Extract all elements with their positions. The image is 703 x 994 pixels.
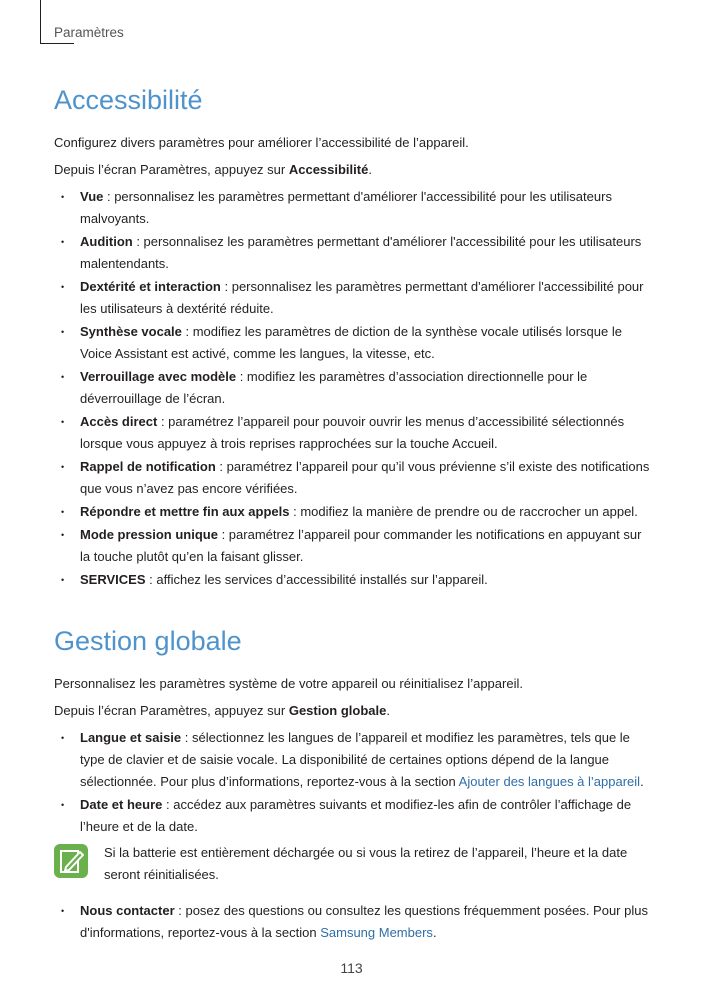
item-term: Mode pression unique [80,527,218,542]
item-term: Dextérité et interaction [80,279,221,294]
path-suffix: . [386,703,390,718]
note-text: Si la batterie est entièrement déchargée ou si vous la retirez de l’appareil, l’heure et la date seront réinitialisées. [104,845,628,882]
list-item-date [54,794,654,838]
item-term: Accès direct [80,414,158,429]
list-item [54,276,654,320]
list-item [54,569,654,591]
item-end: . [432,925,437,940]
item-desc: : paramétrez l’appareil pour commander les notifications en appuyant sur la touche plutôt qu’en la faisant glisser. [80,527,642,564]
page-corner-mark [40,0,41,44]
item-term: Rappel de notification [80,459,216,474]
list-item-contact [54,900,654,944]
item-desc: : personnalisez les paramètres permettant d'améliorer l'accessibilité pour les utilisateurs malentendants. [80,234,642,271]
list-item [54,501,654,523]
global-management-section [54,623,654,944]
page-number: 113 [340,960,363,976]
item-desc: : sélectionnez les langues de l’appareil et modifiez les paramètres, tels que le type de clavier et de saisie vocale. La disponibilité de certaines options dépend de la langue sélectionnée. Pour plus d’informations, reportez-vous à la section [80,730,630,789]
accessibility-section [54,82,654,591]
path-menu-name: Gestion globale [288,703,387,718]
accessibility-path [54,159,654,181]
item-term: Nous contacter [80,903,175,918]
list-item [54,456,654,500]
path-suffix: . [368,162,372,177]
item-desc: : paramétrez l’appareil pour qu’il vous prévienne s’il existe des notifications que vous n’avez pas encore vérifiées. [80,459,650,496]
list-item [54,186,654,230]
global-management-title: Gestion globale [54,626,242,656]
item-term: Langue et saisie [80,730,182,745]
section-header: Paramètres [54,25,124,40]
item-desc: : affichez les services d’accessibilité installés sur l’appareil. [145,572,488,587]
item-desc: : paramétrez l’appareil pour pouvoir ouvrir les menus d’accessibilité sélectionnés lorsque vous appuyez à trois reprises rapprochées sur la touche Accueil. [80,414,625,451]
item-term: Répondre et mettre fin aux appels [80,504,290,519]
list-item [54,366,654,410]
pencil-note-icon [54,844,88,878]
item-desc: : personnalisez les paramètres permettant d'améliorer l'accessibilité pour les utilisateurs malvoyants. [80,189,612,226]
page-content [54,82,654,945]
accessibility-list [54,186,654,591]
item-term: Vue [80,189,104,204]
list-item-language [54,727,654,793]
list-item [54,411,654,455]
path-prefix: Depuis l’écran Paramètres, appuyez sur [54,162,289,177]
list-item [54,524,654,568]
global-list [54,727,654,838]
add-languages-link[interactable]: Ajouter des langues à l’appareil [458,774,641,789]
item-desc: : posez des questions ou consultez les questions fréquemment posées. Pour plus d'informations, reportez-vous à la section [80,903,648,940]
note-box [54,842,654,886]
list-item [54,231,654,275]
accessibility-intro: Configurez divers paramètres pour améliorer l’accessibilité de l’appareil. [54,135,469,150]
page-corner-mark-horizontal [40,43,74,44]
item-term: SERVICES [80,572,146,587]
item-desc: : modifiez la manière de prendre ou de raccrocher un appel. [289,504,638,519]
path-menu-name: Accessibilité [288,162,369,177]
item-term: Audition [80,234,133,249]
global-list-2 [54,900,654,944]
item-desc: : accédez aux paramètres suivants et modifiez-les afin de contrôler l’affichage de l’heure et de la date. [80,797,632,834]
global-path [54,700,654,722]
item-desc: : modifiez les paramètres de diction de la synthèse vocale utilisés lorsque le Voice Assistant est activé, comme les langues, la vitesse, etc. [80,324,622,361]
item-desc: : modifiez les paramètres d’association directionnelle pour le déverrouillage de l’écran. [80,369,588,406]
global-intro: Personnalisez les paramètres système de votre appareil ou réinitialisez l’appareil. [54,676,523,691]
path-prefix: Depuis l’écran Paramètres, appuyez sur [54,703,289,718]
samsung-members-link[interactable]: Samsung Members [320,925,433,940]
list-item [54,321,654,365]
item-end: . [640,774,644,789]
item-term: Date et heure [80,797,163,812]
item-term: Synthèse vocale [80,324,182,339]
accessibility-title: Accessibilité [54,85,203,115]
item-term: Verrouillage avec modèle [80,369,237,384]
item-desc: : personnalisez les paramètres permettant d'améliorer l'accessibilité pour les utilisateurs à dextérité réduite. [80,279,644,316]
